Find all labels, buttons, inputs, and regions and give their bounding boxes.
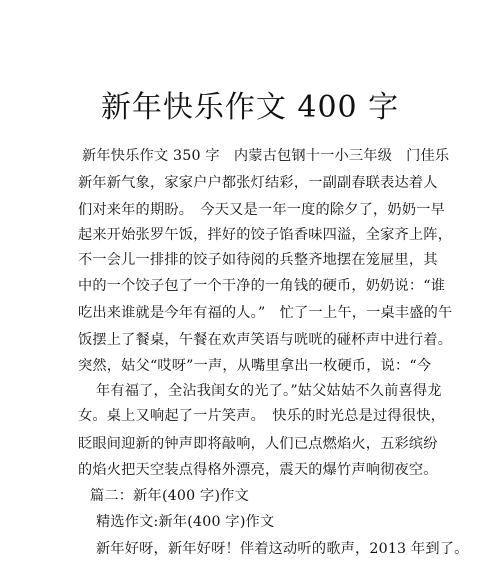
sub-heading: 精选作文:新年(400 字)作文 [96, 514, 275, 530]
essay-title: 新年快乐作文 350 字 [82, 148, 220, 164]
body-line: 的焰火把天空装点得格外漂亮，震天的爆竹声响彻夜空。 [78, 462, 438, 478]
author-name: 门佳乐 [406, 148, 450, 164]
school-name: 内蒙古包钢十一小三年级 [233, 148, 393, 164]
body-line: 们对来年的期盼。 今天又是一年一度的除夕了，奶奶一早 [78, 202, 445, 218]
body-line: 突然，姑父“哎呀”一声，从嘴里拿出一枚硬币，说：“今 [78, 358, 432, 374]
section-heading: 篇二：新年(400 字)作文 [90, 488, 249, 504]
body-line: 新年新气象，家家户户都张灯结彩，一副副春联表达着人 [78, 175, 438, 191]
document-title: 新年快乐作文 400 字 [100, 90, 400, 125]
body-line: 眨眼间迎新的钟声即将敲响，人们已点燃焰火，五彩缤纷 [78, 436, 438, 452]
essay-header-line [82, 146, 449, 166]
body-line: 年有福了，全沾我闺女的光了。”姑父姑姑不久前喜得龙 [96, 383, 442, 399]
body-line: 吃出来谁就是今年有福的人。” 忙了一上午，一桌丰盛的午 [78, 305, 453, 321]
body-line: 中的一个饺子包了一个干净的一角钱的硬币，奶奶说：“谁 [78, 278, 446, 294]
body-line-last: 新年好呀，新年好呀！伴着这动听的歌声，2013 年到了。 [96, 541, 469, 557]
body-line: 起来开始张罗午饭，拌好的饺子馅香味四溢，全家齐上阵， [78, 227, 453, 243]
body-line: 女。桌上又响起了一片笑声。 快乐的时光总是过得很快， [78, 408, 445, 424]
body-line: 饭摆上了餐桌，午餐在欢声笑语与咣咣的碰杯声中进行着。 [78, 332, 453, 348]
body-line: 不一会儿一排排的饺子如待阅的兵整齐地摆在笼屉里，其 [78, 252, 438, 268]
